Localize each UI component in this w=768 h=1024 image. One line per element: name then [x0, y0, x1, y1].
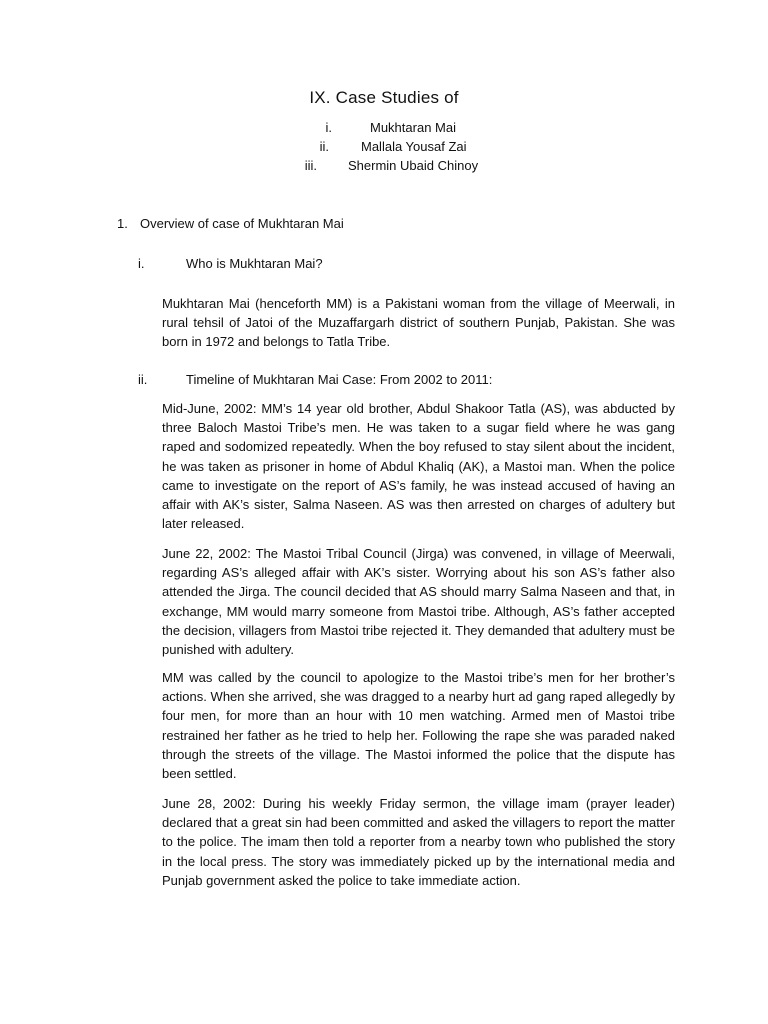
heading-text: Case Studies of	[335, 88, 459, 107]
list-item-number: iii.	[304, 158, 317, 173]
subsection-number: i.	[138, 256, 145, 271]
heading-roman: IX.	[309, 88, 331, 107]
section-title: Overview of case of Mukhtaran Mai	[140, 216, 344, 231]
list-item-name: Shermin Ubaid Chinoy	[348, 158, 479, 173]
paragraph: Mid-June, 2002: MM’s 14 year old brother, Abdul Shakoor Tatla (AS), was abducted by three Baloch Mastoi Tribe’s men. He was taken to a sugar field where he was gang raped and sodomized repeatedly. When the boy refused to stay silent about the incident, he was taken as prisoner in home of Abdul Khaliq (AK), a Mastoi man. When the police came to investigate on the report of AS’s family, he was instead accused of having an affair with AK’s sister, Salma Naseen. AS was then arrested on charges of adultery but later released.	[162, 401, 675, 532]
paragraph: June 22, 2002: The Mastoi Tribal Council (Jirga) was convened, in village of Meerwali, regarding AS’s alleged affair with AK’s sister. Worrying about his son AS’s father also attended the Jirga. The council decided that AS should marry Salma Naseen and that, in exchange, MM would marry someone from Mastoi tribe. Although, AS’s father accepted the decision, villagers from Mastoi tribe rejected it. They demanded that adultery must be punished with adultery.	[162, 546, 675, 658]
list-item-number: i.	[325, 120, 332, 135]
section-number: 1.	[117, 216, 128, 231]
page-title	[0, 88, 768, 108]
list-item-name: Mallala Yousaf Zai	[361, 139, 467, 154]
list-item-name: Mukhtaran Mai	[370, 120, 456, 135]
subsection-number: ii.	[138, 372, 148, 387]
paragraph: MM was called by the council to apologize to the Mastoi tribe’s men for her brother’s actions. When she arrived, she was dragged to a nearby hurt ad gang raped allegedly by four men, for more than an hour with 10 men watching. Armed men of Mastoi tribe restrained her father as he tried to help her. Following the rape she was paraded naked through the streets of the village. The Mastoi informed the police that the dispute has been settled.	[162, 670, 675, 782]
paragraph: Mukhtaran Mai (henceforth MM) is a Pakistani woman from the village of Meerwali, in rural tehsil of Jatoi of the Muzaffargarh district of southern Punjab, Pakistan. She was born in 1972 and belongs to Tatla Tribe.	[162, 296, 675, 350]
list-item-number: ii.	[319, 139, 329, 154]
subsection-title: Timeline of Mukhtaran Mai Case: From 2002 to 2011:	[186, 372, 493, 387]
paragraph: June 28, 2002: During his weekly Friday sermon, the village imam (prayer leader) declared that a great sin had been committed and asked the villagers to report the matter to the police. The imam then told a reporter from a nearby town who published the story in the local press. The story was immediately picked up by the international media and Punjab government asked the police to take immediate action.	[162, 796, 675, 888]
subsection-title: Who is Mukhtaran Mai?	[186, 256, 323, 271]
